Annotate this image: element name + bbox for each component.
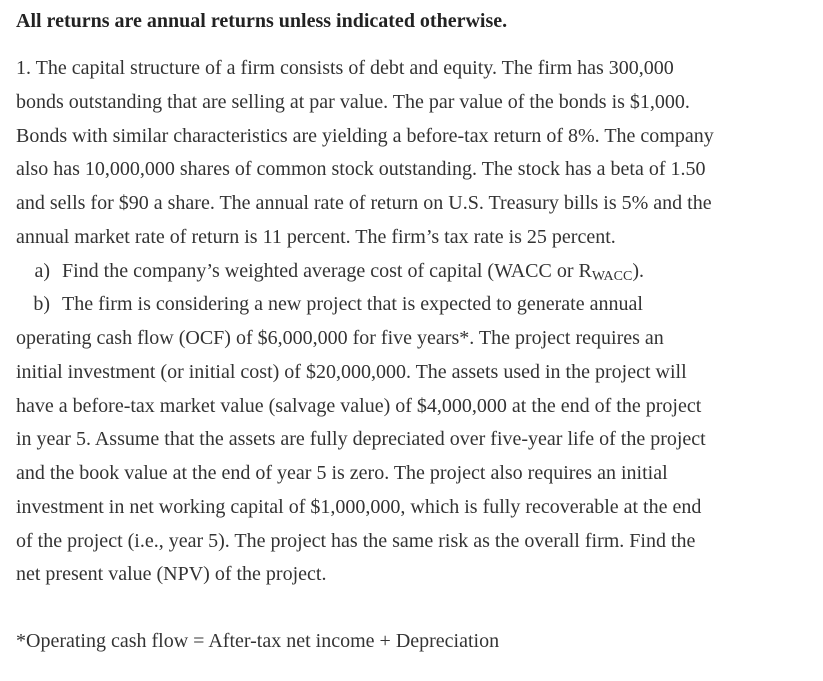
part-b-line: in year 5. Assume that the assets are fully depreciated over five-year life of the project	[16, 428, 706, 451]
part-a-text-end: ).	[632, 259, 644, 282]
question-1-line: bonds outstanding that are selling at par value. The par value of the bonds is $1,000.	[16, 90, 690, 113]
instructions-heading: All returns are annual returns unless indicated otherwise.	[16, 10, 508, 32]
part-b-line: have a before-tax market value (salvage value) of $4,000,000 at the end of the project	[16, 394, 702, 417]
part-b-first-line	[16, 288, 706, 322]
part-b-text-start: The firm is considering a new project that is expected to generate annual	[62, 293, 643, 316]
question-1-line: annual market rate of return is 11 percent. The firm’s tax rate is 25 percent.	[16, 225, 616, 248]
part-a	[16, 255, 706, 289]
part-a-letter: a)	[34, 259, 50, 282]
part-a-text-main: Find the company’s weighted average cost of capital (WACC or R	[62, 259, 592, 282]
part-b-line: initial investment (or initial cost) of $20,000,000. The assets used in the project will	[16, 360, 687, 383]
part-b-line: operating cash flow (OCF) of $6,000,000 for five years*. The project requires an	[16, 327, 664, 349]
sub-questions	[16, 255, 706, 593]
part-a-text	[62, 255, 644, 289]
question-1-line: and sells for $90 a share. The annual rate of return on U.S. Treasury bills is 5% and the	[16, 192, 712, 214]
question-1-line: 1. The capital structure of a firm consists of debt and equity. The firm has 300,000	[16, 57, 674, 79]
question-1-line: also has 10,000,000 shares of common stock outstanding. The stock has a beta of 1.50	[16, 158, 706, 181]
part-b-line: net present value (NPV) of the project.	[16, 563, 327, 586]
part-b-line: of the project (i.e., year 5). The project has the same risk as the overall firm. Find the	[16, 529, 696, 552]
question-1-line: Bonds with similar characteristics are yielding a before-tax return of 8%. The company	[16, 124, 714, 147]
question-1-text	[16, 52, 714, 255]
part-b-line: investment in net working capital of $1,000,000, which is fully recoverable at the end	[16, 495, 702, 518]
wacc-subscript: WACC	[591, 268, 633, 284]
part-b-letter: b)	[33, 293, 50, 316]
footnote: *Operating cash flow = After-tax net income + Depreciation	[16, 630, 500, 652]
part-b-line: and the book value at the end of year 5 is zero. The project also requires an initial	[16, 462, 668, 484]
